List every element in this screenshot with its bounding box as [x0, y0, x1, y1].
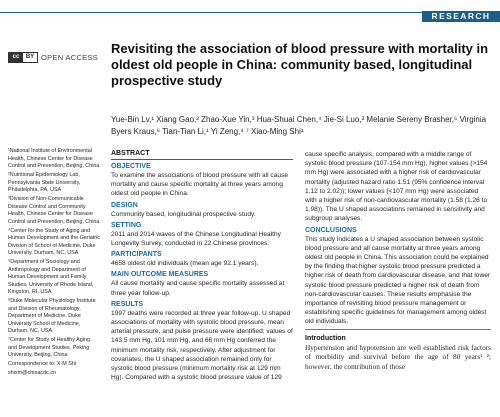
- email-link[interactable]: shixm@chinacdc.cn: [8, 370, 57, 376]
- abstract-column-right: [305, 150, 491, 371]
- banner: [0, 0, 500, 22]
- affiliation: ²Nutritional Epidemiology Lab, Pennsylvania State University, Philadelphia, PA, USA: [8, 172, 81, 193]
- cc-badge-right: BY: [25, 54, 35, 60]
- design-heading: DESIGN: [111, 201, 138, 209]
- correspondence: Correspondence to: X-M Shi: [8, 361, 77, 367]
- outcome-text: All cause mortality and cause specific mortality assessed at three year follow-up.: [111, 280, 285, 297]
- participants-text: 4658 oldest old individuals (mean age 92.1 years).: [111, 260, 259, 268]
- design-text: Community based, longitudinal prospective study.: [111, 210, 256, 218]
- results-text: 1997 deaths were recorded at three year follow-up. U shaped associations of mortality with systolic blood pressure, mean arterial pressure, and pulse pressure were identified; values of 143.5 mm Hg, 101 mm Hg, and 66 mm Hg conferred the minimum mortality risk, respectively. After adjustment for covariates, the U shaped association remained only for systolic blood pressure (minimum mortality risk at 129 mm Hg). Compared with a systolic blood pressure value of 129: [111, 309, 293, 382]
- research-label: RESEARCH: [422, 11, 500, 22]
- conclusions-text: This study indicates a U shaped association between systolic blood pressure and all cause mortality at three years among oldest old people in China. This association could be explained by the finding that higher systolic blood pressure predicted a higher risk of death from cardiovascular disease, and that lower systolic blood pressure predicted a higher risk of death from non-cardiovascular causes. These results emphasise the importance of revisiting blood pressure management or establishing specific guidelines for management among oldest old individuals.: [305, 235, 491, 326]
- setting-heading: SETTING: [111, 221, 142, 229]
- results-text-continued: cause specific analysis, compared with a middle range of systolic blood pressure (107-154 mm Hg), higher values (>154 mm Hg) were associated with a higher risk of cardiovascular mortality (adjusted hazard ratio 1.51 (95% confidence interval 1.12 to 2.02)); lower values (<107 mm Hg) were associated with a higher risk of non-cardiovascular mortality (1.58 (1.26 to 1.98)). The U shaped associations remained in sensitivity and subgroup analyses.: [305, 151, 488, 223]
- objective-heading: OBJECTIVE: [111, 163, 151, 170]
- outcome-heading: MAIN OUTCOME MEASURES: [111, 271, 209, 279]
- cc-badge-left: cc: [9, 53, 23, 62]
- introduction-text: Hypertension and hypotension are well established risk factors of morbidity and survival before the age of 80 years¹ ²; however, the contribution of those: [305, 342, 491, 371]
- affiliation: ⁴Center for the Study of Aging and Human Development and the Geriatric Division of School of Medicine, Duke University, Durham, NC, USA: [8, 227, 100, 256]
- open-access-badge[interactable]: [8, 52, 98, 63]
- introduction-heading: Introduction: [305, 334, 346, 342]
- article-title: Revisiting the association of blood pressure with mortality in oldest old people in China: community based, longitudinal prospective study: [111, 41, 489, 88]
- affiliation: ⁶Duke Molecular Physiology Institute and Division of Rheumatology, Department of Medicine, Duke University School of Medicine, Durham, NC, USA: [8, 298, 96, 334]
- affiliation: ⁷Center for Study of Healthy Aging and Development Studies, Peking University, Beijing, China: [8, 337, 90, 358]
- open-access-label: OPEN ACCESS: [41, 53, 99, 62]
- affiliation: ³Division of Non-Communicable Disease Control and Community Health, Chinese Center for Disease Control and Prevention, Beijing, China: [8, 196, 100, 225]
- affiliation: ⁵Department of Sociology and Anthropology and Department of Human Development and Family Studies, University of Rhode Island, Kingston, RI, USA: [8, 259, 94, 295]
- section-divider: [305, 329, 491, 330]
- setting-text: 2011 and 2014 waves of the Chinese Longitudinal Healthy Longevity Survey, conducted in 22 Chinese provinces.: [111, 230, 281, 248]
- author-list: Yue-Bin Lv,¹ Xiang Gao,² Zhao-Xue Yin,³ Hua-Shuai Chen,⁴ Jie-Si Luo,³ Melanie Sereny Brasher,⁵ Virginia Byers Kraus,⁶ Tian-Tian Li,¹ Yi Zeng,⁴ ⁷ Xiao-Ming Shi¹: [111, 115, 487, 136]
- abstract-column-left: [111, 150, 293, 382]
- conclusions-heading: CONCLUSIONS: [305, 226, 357, 234]
- objective-text: To examine the associations of blood pressure with all cause mortality and cause specific mortality at three years among oldest old people in China.: [111, 172, 289, 198]
- abstract-heading: ABSTRACT: [111, 150, 293, 160]
- participants-heading: PARTICIPANTS: [111, 251, 162, 259]
- results-heading: RESULTS: [111, 300, 144, 308]
- cc-by-icon: [8, 52, 38, 63]
- affiliations: [8, 148, 100, 379]
- affiliation: ¹National Institute of Environmental Health, Chinese Center for Disease Control and Prevention, Beijing, China: [8, 148, 100, 169]
